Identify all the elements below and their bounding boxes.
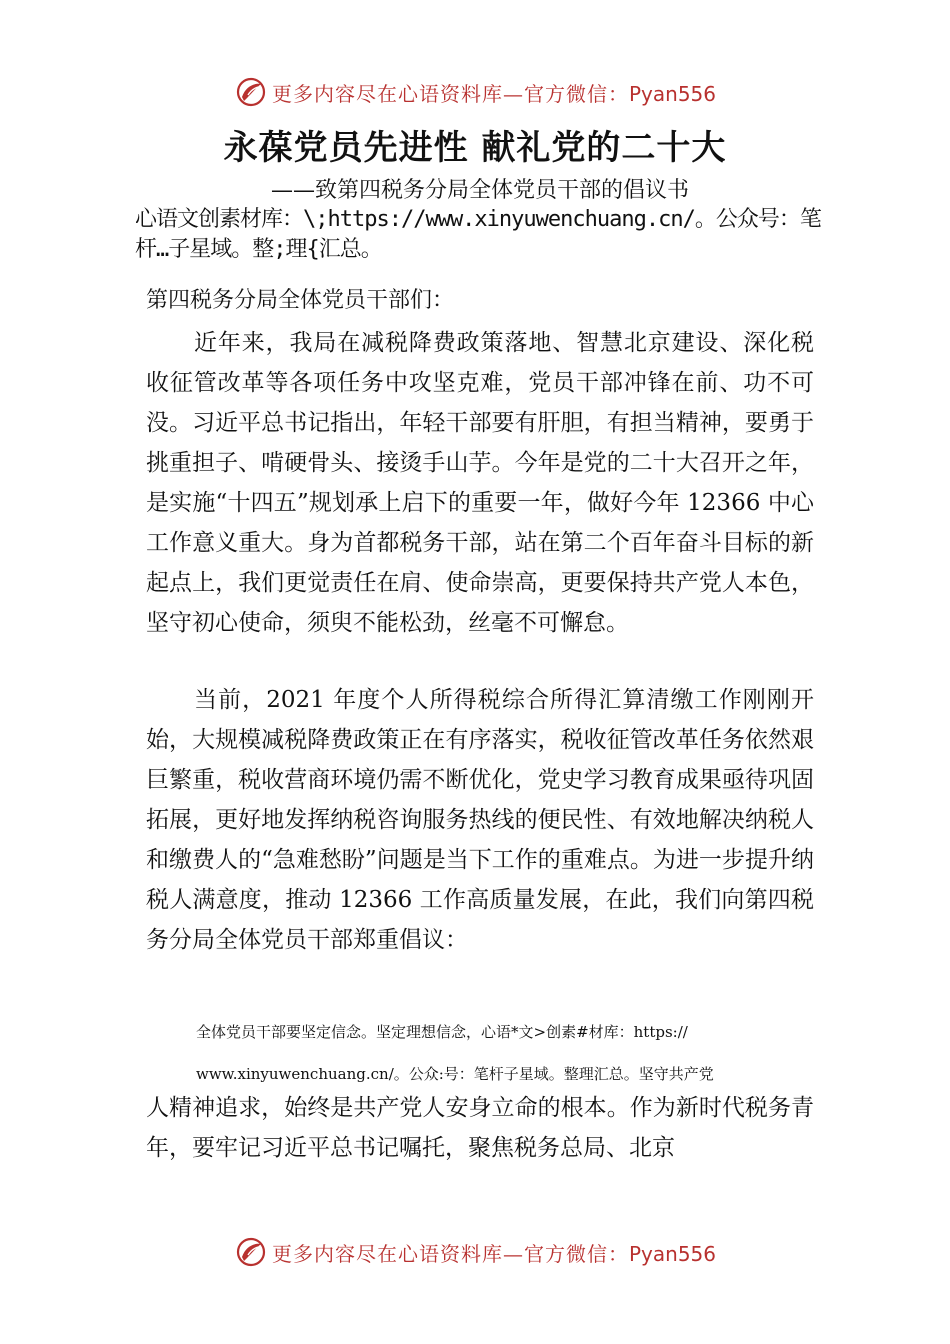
document-title: 永葆党员先进性 献礼党的二十大 bbox=[223, 128, 727, 168]
banner-text: 更多内容尽在心语资料库—官方微信：Pyan556 bbox=[271, 1241, 716, 1266]
flame-leaf-logo-icon bbox=[234, 1235, 268, 1269]
inline-watermark-line-2: www.xinyuwenchuang.cn/。公众:号：笔杆子星域。整理汇总。坚守共产党 bbox=[196, 1065, 714, 1083]
flame-leaf-logo-icon bbox=[234, 75, 268, 109]
body-paragraph-1: 近年来，我局在减税降费政策落地、智慧北京建设、深化税收征管改革等各项任务中攻坚克难，党员干部冲锋在前、功不可没。习近平总书记指出，年轻干部要有肝胆，有担当精神，要勇于挑重担子、啃硬骨头、接烫手山芋。今年是党的二十大召开之年，是实施“十四五”规划承上启下的重要一年，做好今年 12366 中心工作意义重大。身为首都税务干部，站在第二个百年奋斗目标的新起点上，我们更觉责任在肩、使命崇高，更要保持共产党人本色，坚守初心使命，须臾不能松劲，丝毫不可懈怠。 bbox=[146, 330, 814, 636]
body-paragraph-3: 人精神追求，始终是共产党人安身立命的根本。作为新时代税务青年，要牢记习近平总书记嘱托，聚焦税务总局、北京 bbox=[146, 1095, 814, 1161]
banner-text: 更多内容尽在心语资料库—官方微信：Pyan556 bbox=[271, 81, 716, 106]
watermark-text: 心语文创素材库：\;https://www.xinyuwenchuang.cn/。公众号：笔杆…子星域。整;理{汇总。 bbox=[135, 207, 821, 262]
body-paragraph-2: 当前，2021 年度个人所得税综合所得汇算清缴工作刚刚开始，大规模减税降费政策正在有序落实，税收征管改革任务依然艰巨繁重，税收营商环境仍需不断优化，党史学习教育成果亟待巩固拓展，更好地发挥纳税咨询服务热线的便民性、有效地解决纳税人和缴费人的“急难愁盼”问题是当下工作的重难点。为进一步提升纳税人满意度，推动 12366 工作高质量发展，在此，我们向第四税务分局全体党员干部郑重倡议： bbox=[146, 687, 814, 953]
banner-wechat-id: Pyan556 bbox=[628, 81, 716, 106]
greeting: 第四税务分局全体党员干部们： bbox=[146, 288, 455, 313]
banner-wechat-id: Pyan556 bbox=[628, 1241, 716, 1266]
footer-banner bbox=[0, 1232, 950, 1272]
header-banner bbox=[0, 72, 950, 112]
document-subtitle: ——致第四税务分局全体党员干部的倡议书 bbox=[270, 178, 689, 203]
inline-watermark-line-1: 全体党员干部要坚定信念。坚定理想信念，心语*文>创素#材库：https:// bbox=[196, 1023, 688, 1041]
